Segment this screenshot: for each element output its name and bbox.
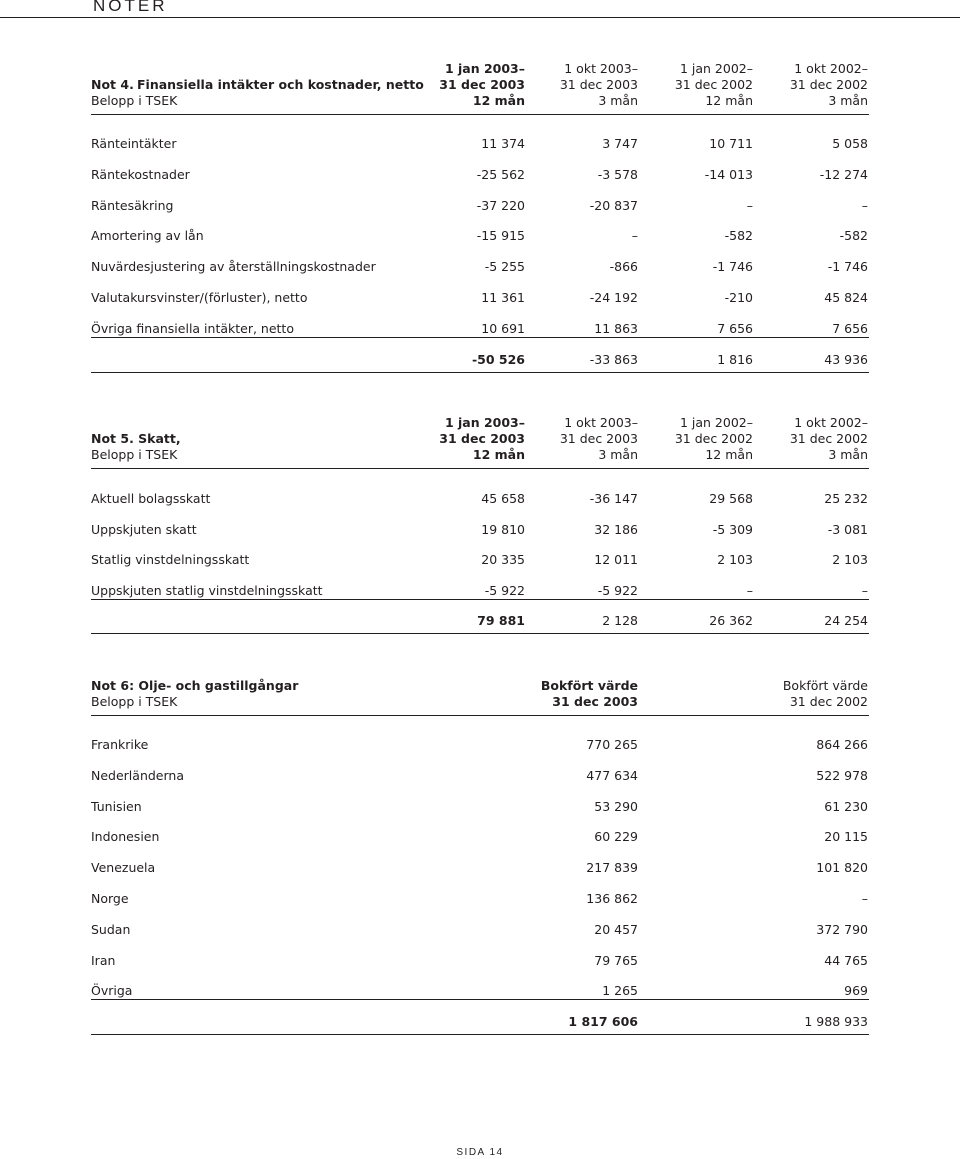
row-value: 477 634 [586,767,638,783]
row-value: 2 103 [832,552,868,567]
table-row [91,891,869,907]
column-header: Bokfört värde [782,678,868,693]
unit-label: Belopp i TSEK [91,447,178,462]
table-row [91,768,869,784]
unit-label: Belopp i TSEK [91,93,178,108]
row-value: -582 [839,228,868,244]
row-value: 44 765 [824,952,868,968]
row-value: -3 578 [597,166,638,182]
note-number: Not 4. [91,77,134,92]
column-header: 3 mån [828,93,868,108]
column-header: 1 jan 2002– [679,415,753,430]
table-row [91,953,869,969]
unit-label: Belopp i TSEK [91,694,178,709]
column-header: 12 mån [705,447,753,462]
row-value: 20 115 [824,829,868,845]
row-value: 969 [844,983,868,999]
row-value: 7 656 [832,320,868,336]
row-label: Räntesäkring [91,197,174,213]
row-value: 101 820 [816,860,868,876]
row-label: Nuvärdesjustering av återställningskostnader [91,259,376,275]
column-header: 1 jan 2003– [444,61,525,76]
row-label: Sudan [91,921,131,937]
column-header: 12 mån [705,93,753,108]
column-header: 31 dec 2002 [674,431,753,446]
row-label: Venezuela [91,860,156,876]
column-header: 31 dec 2002 [789,694,868,709]
column-header: 1 okt 2003– [564,61,638,76]
row-value: 32 186 [594,521,638,537]
row-value: 2 103 [717,552,753,567]
row-value: 11 374 [481,136,525,151]
row-value: 1 265 [602,983,638,999]
column-header: 1 okt 2002– [794,61,868,76]
bottom-rule [91,1034,869,1035]
table-row [91,922,869,938]
row-label: Amortering av lån [91,228,204,244]
row-value: -36 147 [589,491,638,506]
row-value: 19 810 [481,521,525,537]
table-row [91,737,869,753]
row-value: -5 309 [712,521,753,537]
row-label: Nederländerna [91,767,184,783]
row-value: 864 266 [816,737,868,752]
row-value: -24 192 [589,290,638,305]
row-value: – [861,197,868,213]
total-value: 43 936 [824,351,868,367]
column-header: 1 okt 2002– [794,415,868,430]
row-value: – [631,228,638,244]
row-value: 3 747 [602,136,638,151]
total-value: 1 988 933 [804,1014,868,1030]
header-rule [91,715,869,716]
table-row [91,799,869,815]
column-header: 12 mån [472,447,525,462]
column-header: 12 mån [472,93,525,108]
row-value: – [861,891,868,906]
row-value: 5 058 [832,136,868,151]
row-value: – [746,197,753,213]
total-row [91,1014,869,1030]
row-value: -3 081 [827,521,868,537]
row-value: – [746,582,753,598]
row-label: Uppskjuten statlig vinstdelningsskatt [91,582,323,598]
page-number: SIDA 14 [456,1147,504,1158]
column-header: 31 dec 2003 [439,77,525,92]
table-row [91,860,869,876]
note-title: Not 5. Skatt, [91,431,181,446]
row-value: -25 562 [476,166,525,182]
column-header: 31 dec 2002 [789,431,868,446]
table-row [91,829,869,845]
column-header: 1 okt 2003– [564,415,638,430]
column-header: 31 dec 2003 [559,431,638,446]
column-header: 3 mån [598,93,638,108]
row-value: 20 335 [481,552,525,567]
total-value: -33 863 [589,351,638,367]
note-title: Not 6: Olje- och gastillgångar [91,678,299,693]
row-label: Tunisien [91,798,142,814]
table-row [91,983,869,999]
row-value: 12 011 [594,552,638,567]
column-header: 31 dec 2003 [439,431,525,446]
row-value: -20 837 [589,197,638,213]
row-label: Iran [91,952,116,968]
row-value: 61 230 [824,798,868,814]
row-label: Övriga [91,983,133,999]
row-value: 11 361 [481,290,525,305]
row-value: 522 978 [816,767,868,783]
row-value: -37 220 [476,197,525,213]
row-value: -1 746 [712,259,753,275]
total-value: 26 362 [709,613,753,628]
total-value: 2 128 [602,613,638,628]
row-value: -15 915 [476,228,525,244]
row-value: 10 691 [481,320,525,336]
row-label: Frankrike [91,737,149,752]
row-value: -582 [724,228,753,244]
row-value: -12 274 [819,166,868,182]
row-value: 25 232 [824,491,868,506]
column-header: 3 mån [598,447,638,462]
row-value: 45 824 [824,290,868,305]
row-label: Indonesien [91,829,160,845]
column-header: 1 jan 2002– [679,61,753,76]
row-value: -5 255 [484,259,525,275]
total-value: 1 816 [717,351,753,367]
column-header: 31 dec 2003 [559,77,638,92]
row-value: -5 922 [484,582,525,598]
row-value: – [861,582,868,598]
total-value: 24 254 [824,613,868,628]
total-rule [91,999,869,1000]
row-value: -14 013 [704,166,753,182]
row-label: Uppskjuten skatt [91,521,197,537]
row-label: Aktuell bolagsskatt [91,491,211,506]
row-value: 10 711 [709,136,753,151]
row-label: Norge [91,891,129,906]
total-value: 1 817 606 [568,1014,638,1030]
total-value: -50 526 [471,351,525,367]
column-header: 31 dec 2002 [789,77,868,92]
row-value: 217 839 [586,860,638,876]
row-value: 60 229 [594,829,638,845]
row-value: 53 290 [594,798,638,814]
column-header: 31 dec 2002 [674,77,753,92]
row-value: 79 765 [594,952,638,968]
row-label: Valutakursvinster/(förluster), netto [91,290,308,305]
row-label: Ränteintäkter [91,136,177,151]
section-header: NOTER [93,0,168,15]
total-value: 79 881 [477,613,525,628]
row-value: 20 457 [594,921,638,937]
note-title: Finansiella intäkter och kostnader, netto [137,77,424,92]
row-value: 11 863 [594,320,638,336]
row-label: Övriga finansiella intäkter, netto [91,320,294,336]
column-header: 1 jan 2003– [444,415,525,430]
header-line [91,678,869,694]
column-header: 3 mån [828,447,868,462]
row-value: 29 568 [709,491,753,506]
row-label: Räntekostnader [91,166,190,182]
row-value: -1 746 [827,259,868,275]
row-value: 770 265 [586,737,638,752]
row-label: Statlig vinstdelningsskatt [91,552,250,567]
header-line [91,694,869,710]
column-header: Bokfört värde [540,678,638,693]
row-value: 7 656 [717,320,753,336]
note-6-oil-gas-assets [91,0,869,1040]
column-header: 31 dec 2003 [552,694,638,709]
row-value: -5 922 [597,582,638,598]
row-value: 45 658 [481,491,525,506]
row-value: -866 [609,259,638,275]
row-value: 372 790 [816,921,868,937]
row-value: -210 [724,290,753,305]
row-value: 136 862 [586,891,638,906]
